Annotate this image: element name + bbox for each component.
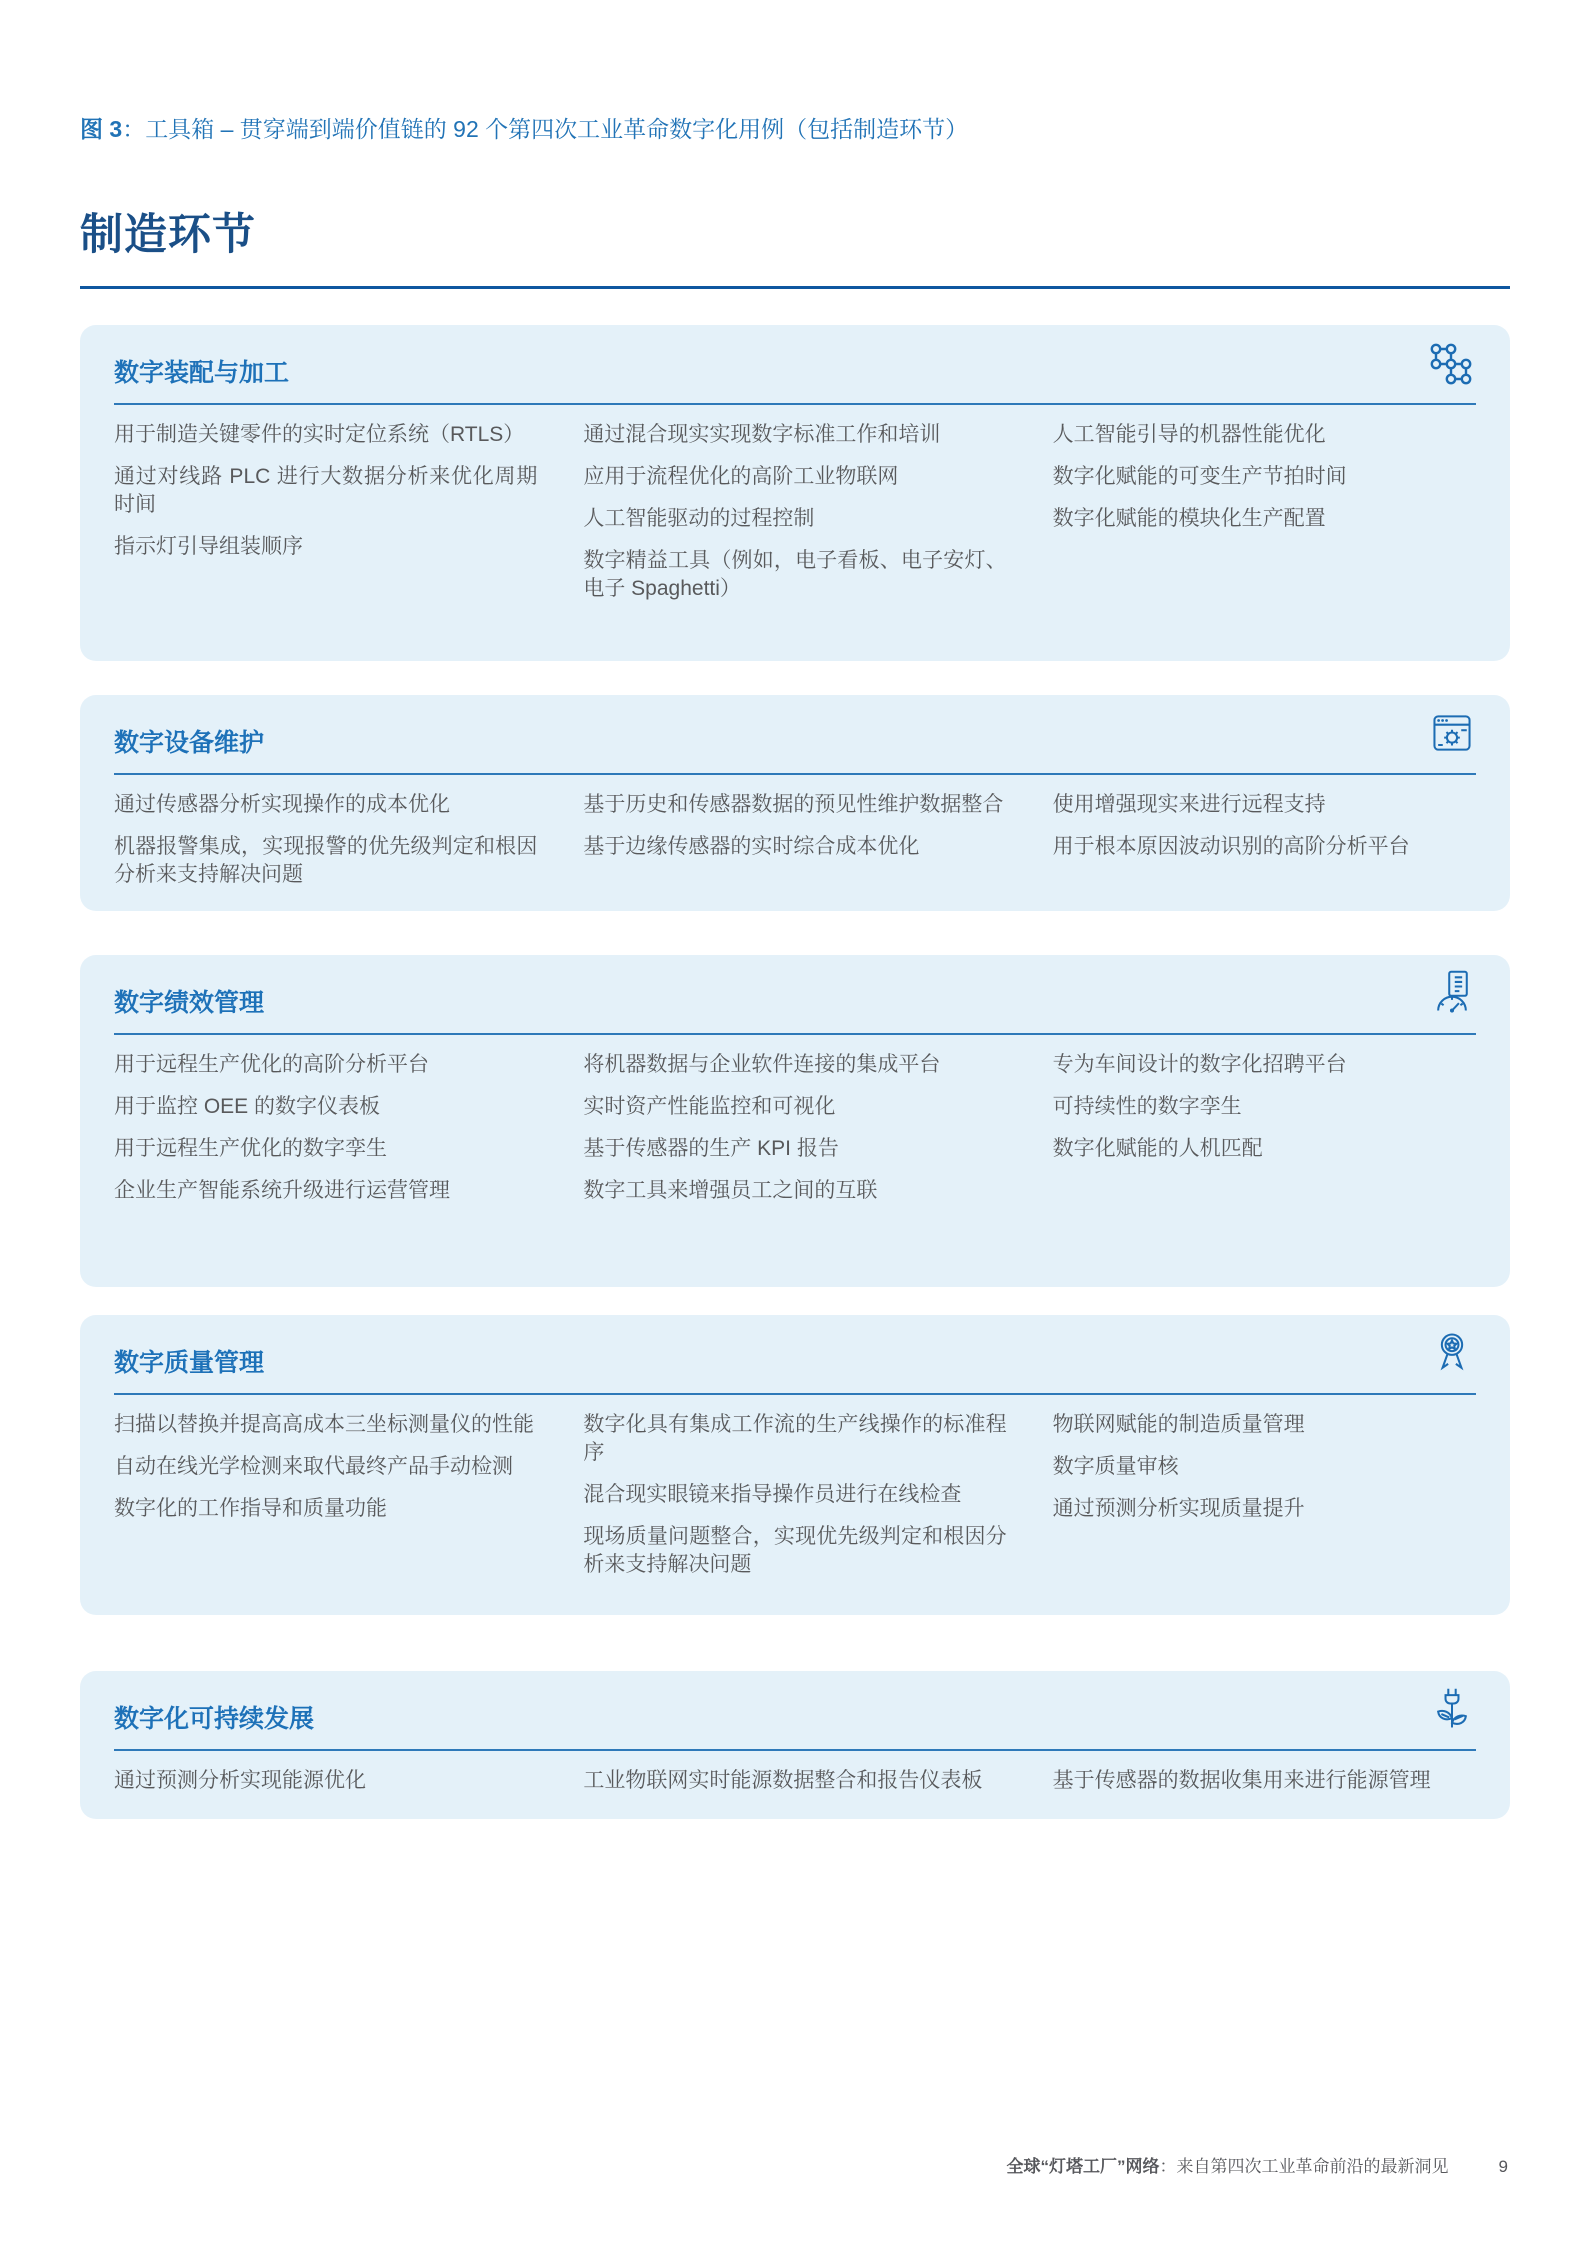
use-case-item: 通过预测分析实现质量提升	[1052, 1497, 1305, 1520]
section-columns	[114, 1035, 1476, 1205]
use-case-item: 通过混合现实实现数字标准工作和培训	[583, 423, 941, 446]
eco-plug-icon	[1428, 1685, 1476, 1733]
use-case-item: 基于历史和传感器数据的预见性维护数据整合	[583, 793, 1004, 816]
section-columns	[114, 1395, 1476, 1579]
use-case-item: 数字工具来增强员工之间的互联	[583, 1179, 878, 1202]
title-divider	[80, 286, 1510, 289]
use-case-item: 用于远程生产优化的高阶分析平台	[114, 1053, 429, 1076]
use-case-item: 专为车间设计的数字化招聘平台	[1052, 1053, 1347, 1076]
use-case-item: 自动在线光学检测来取代最终产品手动检测	[114, 1455, 513, 1478]
use-case-column	[1053, 1767, 1476, 1795]
section-heading: 数字装配与加工	[114, 359, 290, 387]
use-case-item: 可持续性的数字孪生	[1052, 1095, 1242, 1118]
use-case-column	[583, 1051, 1006, 1205]
window-gear-icon	[1428, 709, 1476, 757]
use-case-item: 用于制造关键零件的实时定位系统（RTLS）	[114, 423, 525, 446]
section-columns	[114, 405, 1476, 603]
use-case-item: 数字精益工具（例如，电子看板、电子安灯、电子 Spaghetti）	[583, 549, 1007, 600]
use-case-column	[583, 1767, 1006, 1795]
use-case-item: 将机器数据与企业软件连接的集成平台	[583, 1053, 941, 1076]
use-case-item: 机器报警集成，实现报警的优先级判定和根因分析来支持解决问题	[114, 835, 538, 886]
use-case-item: 企业生产智能系统升级进行运营管理	[114, 1179, 450, 1202]
use-case-item: 数字化赋能的可变生产节拍时间	[1052, 465, 1347, 488]
use-case-item: 数字化赋能的模块化生产配置	[1052, 507, 1326, 530]
use-case-column	[114, 421, 537, 603]
use-case-item: 数字化赋能的人机匹配	[1052, 1137, 1263, 1160]
section-columns	[114, 775, 1476, 889]
use-case-item: 通过对线路 PLC 进行大数据分析来优化周期时间	[114, 465, 538, 516]
use-case-column	[1053, 1411, 1476, 1579]
use-case-item: 用于远程生产优化的数字孪生	[114, 1137, 387, 1160]
use-case-item: 工业物联网实时能源数据整合和报告仪表板	[583, 1769, 983, 1792]
award-ribbon-icon	[1428, 1329, 1476, 1377]
use-case-item: 数字质量审核	[1052, 1455, 1179, 1478]
use-case-column	[1053, 421, 1476, 603]
use-case-section	[80, 1315, 1510, 1615]
use-case-column	[114, 1767, 537, 1795]
section-header	[114, 973, 1476, 1029]
use-case-item: 通过预测分析实现能源优化	[114, 1769, 366, 1792]
use-case-item: 物联网赋能的制造质量管理	[1052, 1413, 1305, 1436]
section-heading: 数字化可持续发展	[114, 1705, 315, 1733]
use-case-item: 数字化具有集成工作流的生产线操作的标准程序	[583, 1413, 1007, 1464]
section-header	[114, 1689, 1476, 1745]
page-title: 制造环节	[80, 210, 256, 259]
use-case-item: 扫描以替换并提高高成本三坐标测量仪的性能	[114, 1413, 534, 1436]
use-case-section	[80, 695, 1510, 911]
use-case-item: 人工智能驱动的过程控制	[583, 507, 815, 530]
page-footer	[80, 2152, 1508, 2177]
section-columns	[114, 1751, 1476, 1795]
use-case-column	[114, 1051, 537, 1205]
use-case-section	[80, 1671, 1510, 1819]
use-case-item: 混合现实眼镜来指导操作员进行在线检查	[583, 1483, 962, 1506]
use-case-sections	[80, 325, 1510, 1819]
section-header	[114, 1333, 1476, 1389]
use-case-column	[583, 1411, 1006, 1579]
use-case-item: 现场质量问题整合，实现优先级判定和根因分析来支持解决问题	[583, 1525, 1007, 1576]
use-case-item: 用于根本原因波动识别的高阶分析平台	[1052, 835, 1410, 858]
network-nodes-icon	[1424, 339, 1476, 391]
use-case-item: 数字化的工作指导和质量功能	[114, 1497, 387, 1520]
use-case-column	[1053, 791, 1476, 889]
section-header	[114, 343, 1476, 399]
use-case-column	[114, 1411, 537, 1579]
gauge-report-icon	[1428, 969, 1476, 1017]
section-heading: 数字质量管理	[114, 1349, 265, 1377]
page-number: 9	[1498, 2157, 1508, 2176]
use-case-column	[114, 791, 537, 889]
footer-report-title: 全球“灯塔工厂”网络：来自第四次工业革命前沿的最新洞见	[1006, 2157, 1449, 2176]
use-case-item: 指示灯引导组装顺序	[114, 535, 303, 558]
section-header	[114, 713, 1476, 769]
use-case-column	[1053, 1051, 1476, 1205]
use-case-item: 通过传感器分析实现操作的成本优化	[114, 793, 450, 816]
figure-caption-text: ：工具箱 – 贯穿端到端价值链的 92 个第四次工业革命数字化用例（包括制造环节）	[122, 116, 969, 142]
section-heading: 数字绩效管理	[114, 989, 265, 1017]
use-case-section	[80, 325, 1510, 661]
use-case-item: 人工智能引导的机器性能优化	[1052, 423, 1326, 446]
use-case-item: 实时资产性能监控和可视化	[583, 1095, 836, 1118]
section-heading: 数字设备维护	[114, 729, 265, 757]
use-case-item: 基于传感器的数据收集用来进行能源管理	[1052, 1769, 1431, 1792]
use-case-item: 使用增强现实来进行远程支持	[1052, 793, 1326, 816]
use-case-item: 基于传感器的生产 KPI 报告	[583, 1137, 839, 1160]
use-case-column	[583, 421, 1006, 603]
use-case-item: 用于监控 OEE 的数字仪表板	[114, 1095, 381, 1118]
figure-caption	[80, 112, 1510, 146]
figure-caption-label: 图 3	[80, 116, 123, 142]
use-case-section	[80, 955, 1510, 1287]
use-case-item: 基于边缘传感器的实时综合成本优化	[583, 835, 920, 858]
use-case-item: 应用于流程优化的高阶工业物联网	[583, 465, 899, 488]
use-case-column	[583, 791, 1006, 889]
